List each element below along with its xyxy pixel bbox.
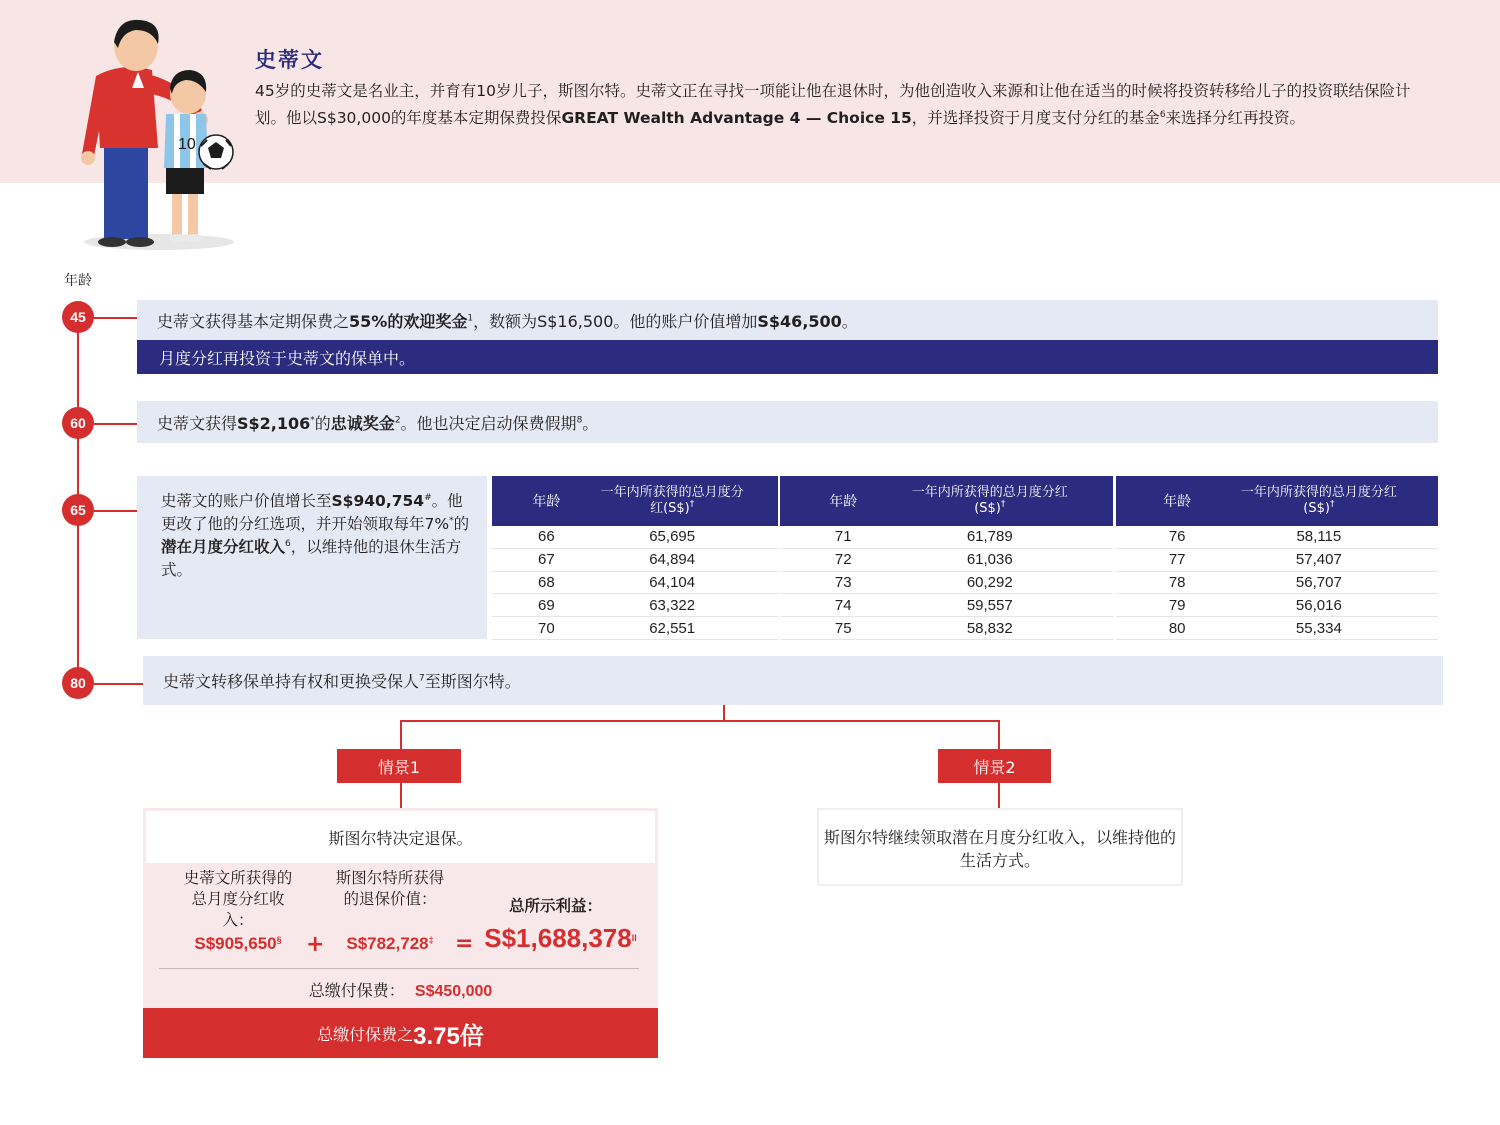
scenario-1-header: 斯图尔特决定退保。: [146, 811, 655, 863]
table-row: 77 57,407: [1116, 549, 1438, 572]
divider: [159, 968, 639, 969]
dividend-table-1: [492, 476, 778, 640]
total-benefit-label: 总所示利益：: [508, 897, 602, 915]
timeline-connector: [94, 510, 137, 512]
table-row: 71 61,789: [780, 526, 1113, 549]
table-row: 78 56,707: [1116, 572, 1438, 595]
persona-intro: [255, 78, 1435, 132]
svg-text:10: 10: [178, 136, 196, 153]
total-dividend-label: 史蒂文所获得的总月度分红收入：: [183, 869, 293, 929]
benefit-multiple-banner: 总缴付保费之 3.75倍: [143, 1008, 658, 1058]
account-value-65: S$940,754: [331, 492, 425, 510]
event-age-80: 史蒂文转移保单持有权和更换受保人$^7$至斯图尔特。: [143, 656, 1443, 705]
branch-connector: [400, 783, 402, 808]
event-age-60: 史蒂文获得S$2,106*的忠诚奖金$^2$。他也决定启动保费假期$^8$。: [137, 401, 1438, 443]
intro-text: ，并选择投资于月度支付分红的基金: [911, 109, 1160, 127]
plan-name: GREAT Wealth Advantage 4 — Choice 15: [561, 109, 912, 127]
intro-text: 来选择分红再投资。: [1165, 109, 1306, 127]
timeline-connector: [94, 423, 137, 425]
loyalty-bonus-value: S$2,106: [237, 413, 311, 433]
table-header: 年龄 一年内所获得的总月度分红(S$)†: [780, 476, 1113, 526]
scenario-1-box: [143, 808, 658, 1058]
table-row: 67 64,894: [492, 549, 778, 572]
dividend-table-3: [1116, 476, 1438, 640]
timeline-connector: [94, 683, 143, 685]
age-marker-60: 60: [62, 407, 94, 439]
event-age-45: 史蒂文获得基本定期保费之55%的欢迎奖金$^1$，数额为S$16,500。他的账户价值增加S$46,500。: [137, 300, 1438, 340]
plus-sign: +: [306, 932, 325, 957]
footnote-marker: 6: [1159, 109, 1166, 120]
total-benefit-value: $S\$1,688,378^{ll}$: [484, 923, 637, 953]
intro-text: 45岁的史蒂文是名业主，并育有10岁儿子，斯图尔特。史蒂文正在寻找一项能让他在退休时，为他创造收入来源和让他在适当的时候将投资转移给儿子的投资联结保险计划。他以S$30,000的年度基本定期保费投保: [255, 82, 1411, 127]
surrender-value: S$782,728‡: [346, 934, 434, 953]
branch-connector: [998, 783, 1000, 808]
father-son-illustration: [74, 14, 244, 254]
account-value-increase: S$46,500: [757, 311, 842, 331]
table-row: 68 64,104: [492, 572, 778, 595]
table-row: 79 56,016: [1116, 594, 1438, 617]
dividend-table-2: [780, 476, 1113, 640]
age-marker-65: 65: [62, 494, 94, 526]
total-premium-paid: 总缴付保费： S$450,000: [308, 981, 493, 1000]
table-row: 80 55,334: [1116, 617, 1438, 640]
table-row: 70 62,551: [492, 617, 778, 640]
timeline-connector: [94, 317, 137, 319]
branch-connector: [998, 720, 1000, 750]
age-marker-80: 80: [62, 667, 94, 699]
scenario-1-label: 情景1: [337, 749, 461, 783]
equals-sign: =: [455, 931, 474, 956]
persona-name: 史蒂文: [255, 48, 324, 72]
branch-connector: [723, 705, 725, 721]
table-row: 75 58,832: [780, 617, 1113, 640]
table-header: 年龄 一年内所获得的总月度分红(S$)†: [1116, 476, 1438, 526]
branch-connector: [400, 720, 1000, 722]
age-marker-45: 45: [62, 301, 94, 333]
total-dividend-value: S$905,650§: [194, 934, 282, 953]
table-header: 年龄 一年内所获得的总月度分红(S$)†: [492, 476, 778, 526]
table-row: 69 63,322: [492, 594, 778, 617]
table-row: 74 59,557: [780, 594, 1113, 617]
surrender-value-label: 斯图尔特所获得的退保价值：: [335, 869, 445, 908]
event-age-65: 史蒂文的账户价值增长至S$940,754#。他更改了他的分红选项，并开始领取每年7%*的潜在月度分红收入$^6$，以维持他的退休生活方式。: [137, 476, 487, 639]
table-row: 66 65,695: [492, 526, 778, 549]
table-row: 76 58,115: [1116, 526, 1438, 549]
table-row: 72 61,036: [780, 549, 1113, 572]
age-axis-label: 年龄: [64, 273, 92, 289]
branch-connector: [400, 720, 402, 750]
table-row: 73 60,292: [780, 572, 1113, 595]
reinvest-banner: 月度分红再投资于史蒂文的保单中。: [137, 340, 1438, 374]
scenario-2-label: 情景2: [938, 749, 1051, 783]
scenario-2-box: 斯图尔特继续领取潜在月度分红收入，以维持他的生活方式。: [817, 808, 1183, 886]
